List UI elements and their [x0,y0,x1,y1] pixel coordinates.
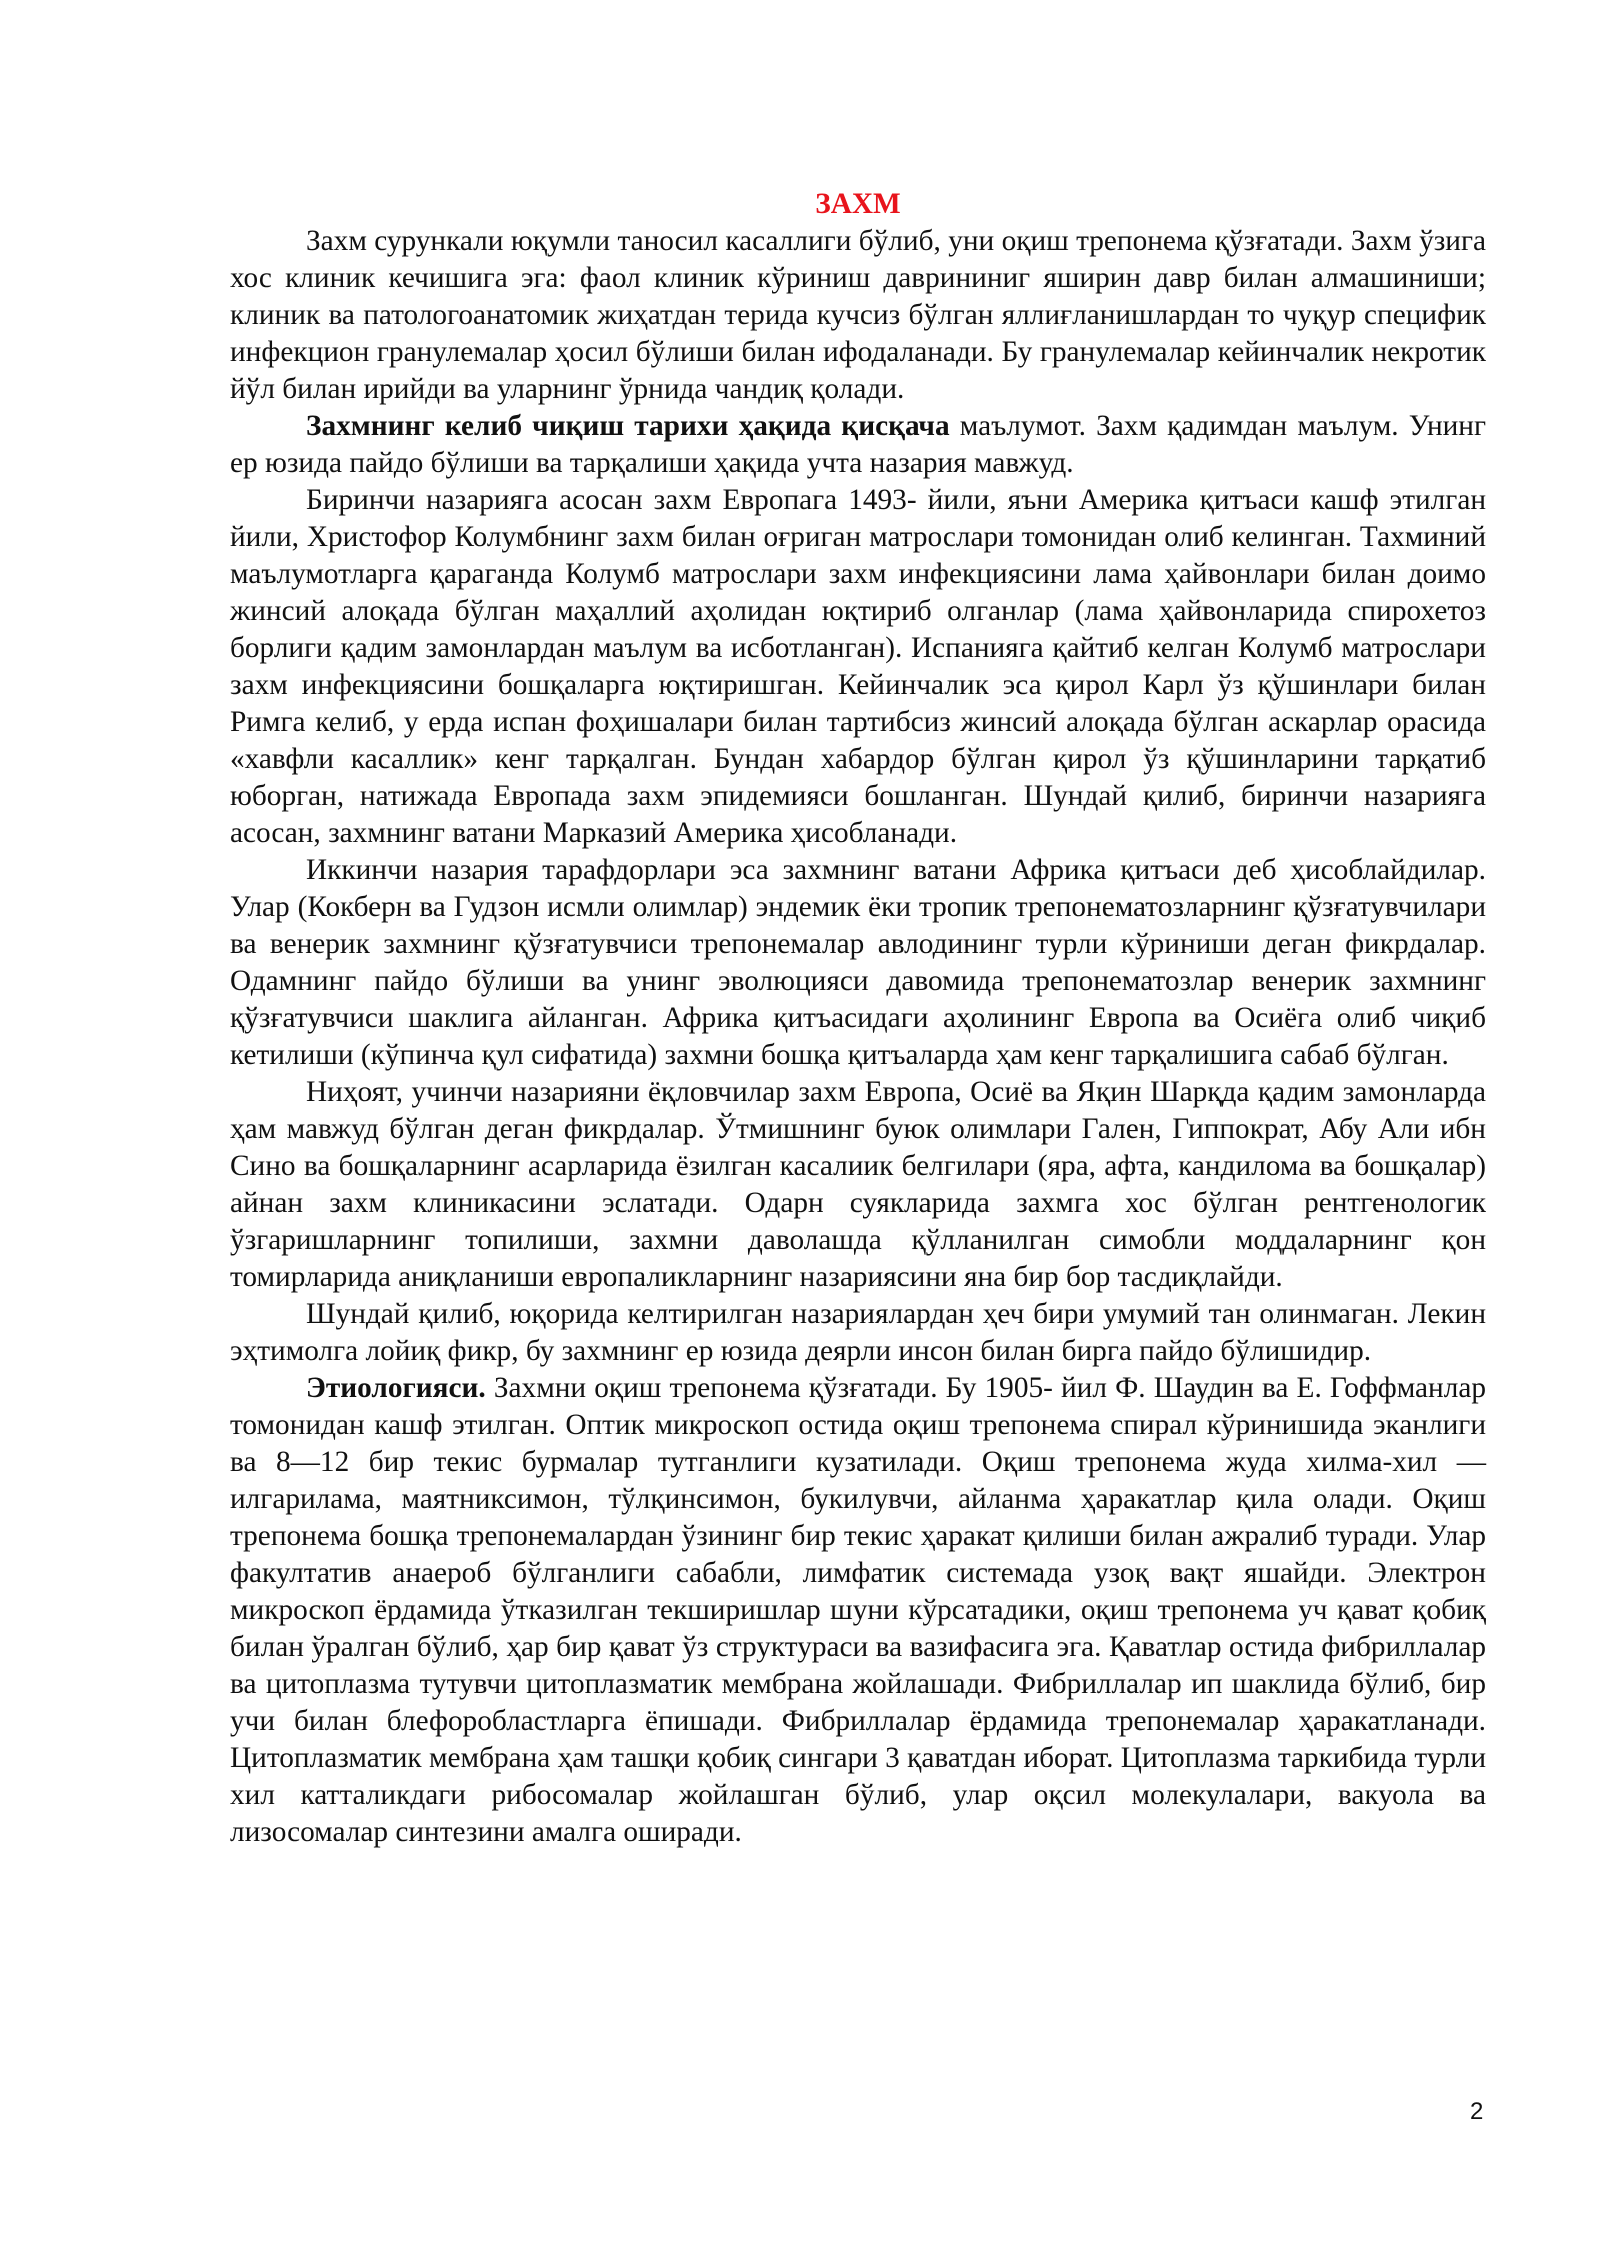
paragraph-text: маълумот. Захм қадимдан маълум. Унинг ер юзида пайдо бўлиши ва тарқалиши ҳақида учта назария мавжуд. [230,410,1486,479]
page-number: 2 [1470,2098,1484,2125]
paragraph-history [230,408,1486,482]
paragraph-conclusion [230,1296,1486,1370]
paragraph-first-theory [230,482,1486,852]
document-body [230,186,1486,1851]
paragraph-text: Ниҳоят, учинчи назарияни ёқловчилар захм Европа, Осиё ва Яқин Шарқда қадим замонларда ҳам мавжуд бўлган деган фикрдалар. Ўтмишнинг буюк олимлари Гален, Гиппократ, Абу Али ибн Сино ва бошқаларнинг асарларида ёзилган касалиик белгилари (яра, афта, кандилома ва бошқалар) айнан захм клиникасини эслатади. Одарн суякларида захмга хос бўлган рентгенологик ўзгаришларнинг топилиши, захмни даволашда қўлланилган симобли моддаларнинг қон томирларида аниқланиши европаликларнинг назариясини яна бир бор тасдиқлайди. [230,1076,1486,1293]
paragraph-text: Биринчи назарияга асосан захм Европага 1493- йили, яъни Америка қитъаси кашф этилган йили, Христофор Колумбнинг захм билан оғриган матрослари томонидан олиб келинган. Тахминий маълумотларга қараганда Колумб матрослари захм инфекциясини лама ҳайвонлари билан доимо жинсий алоқада бўлган маҳаллий аҳолидан юқтириб олганлар (лама ҳайвонларида спирохетоз борлиги қадим замонлардан маълум ва исботланган). Испанияга қайтиб келган Колумб матрослари захм инфекциясини бошқаларга юқтиришган. Кейинчалик эса қирол Карл ўз қўшинлари билан Римга келиб, у ерда испан фоҳишалари билан тартибсиз жинсий алоқада бўлган аскарлар орасида «хавфли касаллик» кенг тарқалган. Бундан хабардор бўлган қирол ўз қўшинларини тарқатиб юборган, натижада Европада захм эпидемияси бошланган. Шундай қилиб, биринчи назарияга асосан, захмнинг ватани Марказий Америка ҳисобланади. [230,484,1486,849]
paragraph-etiology [230,1370,1486,1851]
paragraph-second-theory [230,852,1486,1074]
paragraph-lead-bold: Захмнинг келиб чиқиш тарихи ҳақида қисқача [306,410,950,442]
document-title: ЗАХМ [815,188,901,220]
paragraph-text: Захмни оқиш трепонема қўзғатади. Бу 1905- йил Ф. Шаудин ва Е. Гоффманлар томонидан кашф этилган. Оптик микроскоп остида оқиш трепонема спирал кўринишида эканлиги ва 8—12 бир текис бурмалар тутганлиги кузатилади. Оқиш трепонема жуда хилма-хил — илгарилама, маятниксимон, тўлқинсимон, букилувчи, айланма ҳаракатлар қила олади. Оқиш трепонема бошқа трепонемалардан ўзининг бир текис ҳаракат қилиши билан ажралиб туради. Улар факултатив анаероб бўлганлиги сабабли, лимфатик системада узоқ вақт яшайди. Электрон микроскоп ёрдамида ўтказилган текширишлар шуни кўрсатадики, оқиш трепонема уч қават қобиқ билан ўралган бўлиб, ҳар бир қават ўз структураси ва вазифасига эга. Қаватлар остида фибриллалар ва цитоплазма тутувчи цитоплазматик мембрана жойлашади. Фибриллалар ип шаклида бўлиб, бир учи билан блефоробластларга ёпишади. Фибриллалар ёрдамида трепонемалар ҳаракатланади. Цитоплазматик мембрана ҳам ташқи қобиқ сингари 3 қаватдан иборат. Цитоплазма таркибида турли хил катталикдаги рибосомалар жойлашган бўлиб, улар оқсил молекулалари, вакуола ва лизосомалар синтезини амалга оширади. [230,1372,1486,1848]
paragraph-text: Шундай қилиб, юқорида келтирилган назариялардан ҳеч бири умумий тан олинмаган. Лекин эҳтимолга лойиқ фикр, бу захмнинг ер юзида деярли инсон билан бирга пайдо бўлишидир. [230,1298,1486,1367]
paragraph-text: Иккинчи назария тарафдорлари эса захмнинг ватани Африка қитъаси деб ҳисоблайдилар. Улар (Кокберн ва Гудзон исмли олимлар) эндемик ёки тропик трепонематозларнинг қўзғатувчилари ва венерик захмнинг қўзғатувчиси трепонемалар авлодининг турли кўриниши деган фикрдалар. Одамнинг пайдо бўлиши ва унинг эволюцияси давомида трепонематозлар венерик захмнинг қўзғатувчиси шаклига айланган. Африка қитъасидаги аҳолининг Европа ва Осиёга олиб чиқиб кетилиши (кўпинча қул сифатида) захмни бошқа қитъаларда ҳам кенг тарқалишига сабаб бўлган. [230,854,1486,1071]
paragraph-third-theory [230,1074,1486,1296]
paragraph-text: Захм сурункали юқумли таносил касаллиги бўлиб, уни оқиш трепонема қўзғатади. Захм ўзига хос клиник кечишига эга: фаол клиник кўриниш даврининиг яширин давр билан алмашиниши; клиник ва патологоанатомик жиҳатдан терида кучсиз бўлган яллиғланишлардан то чуқур специфик инфекцион гранулемалар ҳосил бўлиши билан ифодаланади. Бу гранулемалар кейинчалик некротик йўл билан ирийди ва уларнинг ўрнида чандиқ қолади. [230,225,1486,405]
paragraph-lead-bold: Этиологияси. [306,1372,486,1404]
paragraph-intro [230,223,1486,408]
